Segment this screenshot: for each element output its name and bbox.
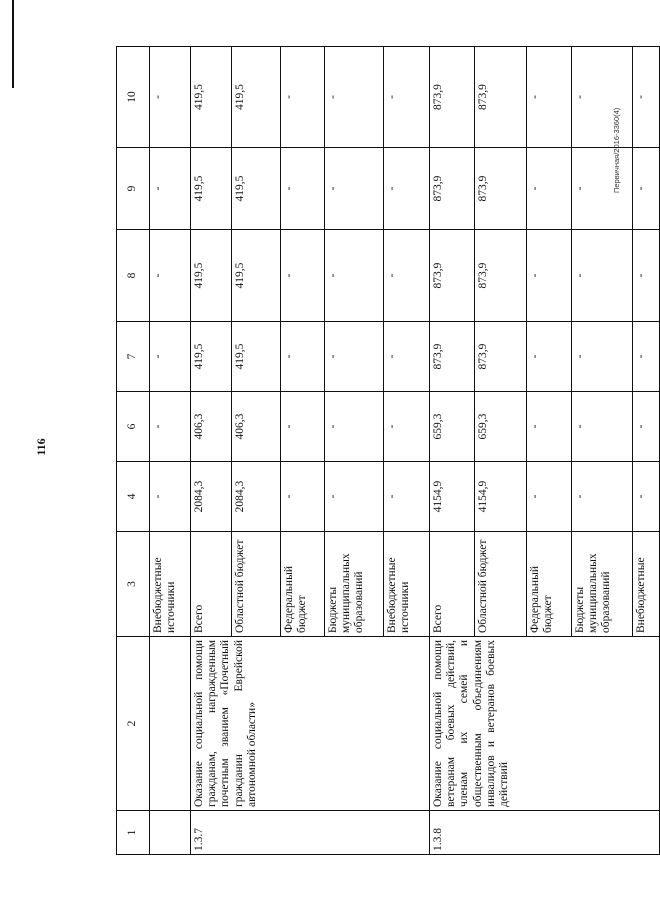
value-cell: -	[572, 230, 633, 322]
header-cell: 6	[117, 392, 150, 462]
table-row	[430, 47, 475, 855]
value-cell: 4154,9	[430, 462, 475, 532]
value-cell: 419,5	[232, 230, 281, 322]
value-cell: -	[281, 392, 325, 462]
value-cell: 873,9	[475, 230, 527, 322]
item-title: Оказание социальной помощи ветеранам боевых действий, членам их семей и общественным объединениям инвалидов и ветеранов боевых действий	[430, 637, 660, 811]
value-cell: 873,9	[475, 47, 527, 148]
value-cell: -	[325, 148, 384, 230]
value-cell: -	[527, 392, 572, 462]
value-cell: -	[281, 148, 325, 230]
empty-cell	[150, 637, 191, 811]
value-cell: -	[384, 322, 430, 392]
value-cell: 419,5	[191, 47, 232, 148]
value-cell: 406,3	[191, 392, 232, 462]
value-cell: -	[325, 47, 384, 148]
value-cell: -	[633, 322, 660, 392]
value-cell: -	[150, 148, 191, 230]
table-row	[191, 47, 232, 855]
value-cell: 659,3	[475, 392, 527, 462]
value-cell: -	[281, 47, 325, 148]
header-row	[117, 47, 150, 855]
item-number: 1.3.7	[191, 811, 430, 855]
value-cell: 873,9	[475, 148, 527, 230]
value-cell: -	[150, 47, 191, 148]
value-cell: -	[325, 322, 384, 392]
header-cell: 10	[117, 47, 150, 148]
header-cell: 3	[117, 532, 150, 637]
value-cell: -	[384, 148, 430, 230]
funding-source: Федеральный бюджет	[527, 532, 572, 637]
value-cell: -	[325, 230, 384, 322]
value-cell: -	[633, 462, 660, 532]
budget-table	[116, 46, 660, 855]
value-cell: 659,3	[430, 392, 475, 462]
value-cell: -	[527, 230, 572, 322]
value-cell: 406,3	[232, 392, 281, 462]
value-cell: 873,9	[430, 230, 475, 322]
value-cell: 419,5	[232, 148, 281, 230]
funding-source: Всего	[191, 532, 232, 637]
item-number: 1.3.8	[430, 811, 660, 855]
item-title: Оказание социальной помощи гражданам, награжденным почетным званием «Почетный гражданин Еврейской автономной области»	[191, 637, 430, 811]
header-cell: 4	[117, 462, 150, 532]
value-cell: -	[384, 230, 430, 322]
value-cell: 873,9	[430, 47, 475, 148]
value-cell: -	[572, 148, 633, 230]
value-cell: -	[281, 462, 325, 532]
value-cell: -	[281, 322, 325, 392]
value-cell: 2084,3	[191, 462, 232, 532]
value-cell: 873,9	[430, 148, 475, 230]
value-cell: -	[527, 148, 572, 230]
value-cell: -	[527, 47, 572, 148]
value-cell: 2084,3	[232, 462, 281, 532]
page-number: 116	[34, 438, 48, 456]
funding-source: Областной бюджет	[232, 532, 281, 637]
value-cell: -	[572, 322, 633, 392]
value-cell: 873,9	[475, 322, 527, 392]
funding-source: Бюджеты муниципальных образований	[325, 532, 384, 637]
value-cell: -	[384, 462, 430, 532]
value-cell: 419,5	[191, 148, 232, 230]
value-cell: -	[633, 392, 660, 462]
funding-source: Внебюджетные	[633, 532, 660, 637]
value-cell: -	[572, 392, 633, 462]
funding-source: Внебюджетные источники	[150, 532, 191, 637]
value-cell: -	[150, 230, 191, 322]
header-cell: 9	[117, 148, 150, 230]
value-cell: -	[384, 47, 430, 148]
value-cell: -	[572, 47, 633, 148]
value-cell: -	[150, 322, 191, 392]
value-cell: 419,5	[232, 47, 281, 148]
value-cell: 419,5	[191, 322, 232, 392]
value-cell: -	[633, 47, 660, 148]
value-cell: 419,5	[232, 322, 281, 392]
value-cell: -	[325, 392, 384, 462]
value-cell: -	[633, 148, 660, 230]
value-cell: -	[572, 462, 633, 532]
value-cell: -	[150, 462, 191, 532]
header-cell: 7	[117, 322, 150, 392]
value-cell: -	[527, 322, 572, 392]
empty-cell	[150, 811, 191, 855]
value-cell: -	[281, 230, 325, 322]
header-cell: 1	[117, 811, 150, 855]
value-cell: 873,9	[430, 322, 475, 392]
value-cell: 4154,9	[475, 462, 527, 532]
value-cell: -	[527, 462, 572, 532]
funding-source: Всего	[430, 532, 475, 637]
value-cell: -	[325, 462, 384, 532]
funding-source: Федеральный бюджет	[281, 532, 325, 637]
table-row	[150, 47, 191, 855]
header-cell: 8	[117, 230, 150, 322]
value-cell: 419,5	[191, 230, 232, 322]
header-cell: 2	[117, 637, 150, 811]
funding-source: Внебюджетные источники	[384, 532, 430, 637]
funding-source: Областной бюджет	[475, 532, 527, 637]
value-cell: -	[384, 392, 430, 462]
value-cell: -	[633, 230, 660, 322]
document-code: Первичная/2016-3360(4)	[612, 107, 621, 193]
funding-source: Бюджеты муниципальных образований	[572, 532, 633, 637]
value-cell: -	[150, 392, 191, 462]
